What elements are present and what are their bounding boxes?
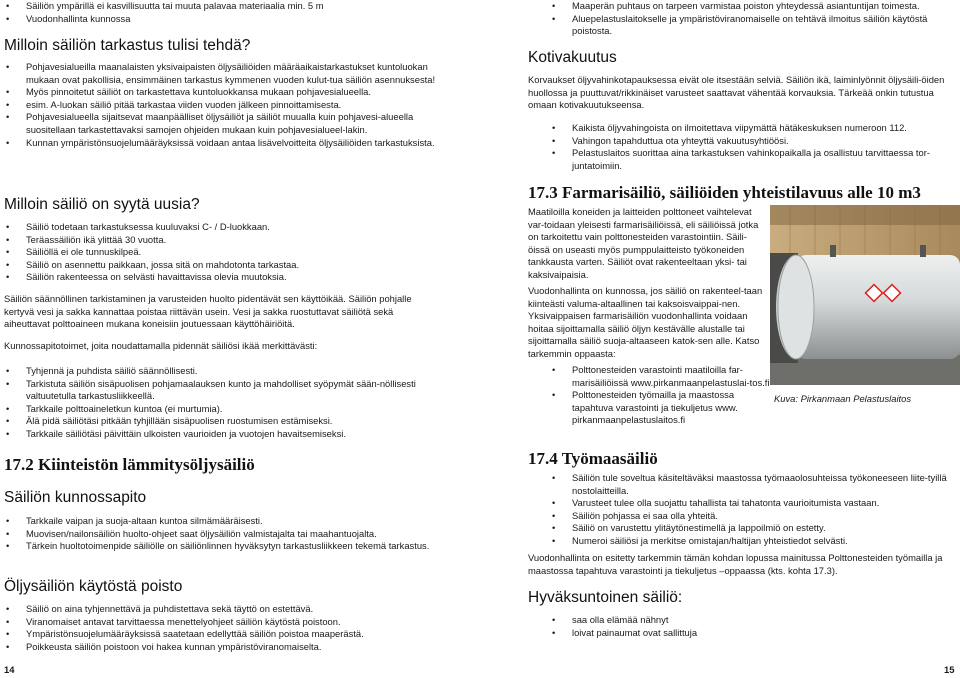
list-item: • Säiliön ympärillä ei kasvillisuutta tai muuta palavaa materiaalia min. 5 m: [4, 0, 444, 13]
list-item: • Pelastuslaitos suorittaa aina tarkastuksen vahinkopaikalla ja osallistuu tarvittaessa tor-juntatoimiin.: [550, 147, 958, 172]
list-item: • Säiliön pohjassa ei saa olla yhteitä.: [550, 510, 958, 523]
tank-photo-illustration: [770, 205, 960, 385]
heading-17-2: 17.2 Kiinteistön lämmitysöljysäiliö: [4, 455, 255, 474]
heading-condition: Säiliön kunnossapito: [4, 489, 147, 506]
heading-inspection: Milloin säiliön tarkastus tulisi tehdä?: [4, 37, 251, 54]
list-item: • Varusteet tulee olla suojattu tahallista tai tahatonta vaurioitumista vastaan.: [550, 497, 958, 510]
heading-accepted: Hyväksuntoinen säiliö:: [528, 589, 683, 606]
list-item: • Pohjavesialueella sijaitsevat maanpäälliset öljysäiliöt ja säiliöt muualla kuin pohjavesi-alueella suositellaan tarkastettavaksi samojen ohjeiden mukaan kuin pohjavesialueel-lakin.: [4, 111, 440, 136]
list-item: • Säiliön tule soveltua käsiteltäväksi maastossa työmaaolosuhteissa työkoneeseen liite-tyillä nostolaitteilla.: [550, 472, 958, 497]
site-paragraph: Vuodonhallinta on esitetty tarkemmin tämän kohdan lopussa mainitussa Polttonesteiden työmailla ja maastossa tapahtuva varastointi ja tiekuljetus –oppaassa (kts. kohta 17.3).: [528, 552, 943, 576]
list-item: • Muovisen/nailonsäiliön huolto-ohjeet saat öljysäiliön valmistajalta tai maahantuojalta.: [4, 528, 440, 541]
list-item: • Poikkeusta säiliön poistoon voi hakea kunnan ympäristöviranomaiselta.: [4, 641, 440, 654]
photo-caption: Kuva: Pirkanmaan Pelastuslaitos: [774, 393, 912, 404]
tank-photo: [770, 205, 960, 385]
list-item: • loivat painaumat ovat sallittuja: [550, 627, 958, 640]
list-item: • Tärkein huoltotoimenpide säiliölle on säiliönlinnen hyväksytyn tarkastusliikkeen tekemä tarkastus.: [4, 540, 440, 553]
list-item: • Tarkkaile polttoaineletkun kuntoa (ei murtumia).: [4, 403, 440, 416]
site-bullets: [550, 472, 958, 548]
list-item: • Kunnan ympäristönsuojelumääräyksissä voidaan antaa lisävelvoitteita öljysäiliöiden tarkastuksista.: [4, 137, 440, 150]
list-item: • Polttonesteiden työmailla ja maastossa tapahtuva varastointi ja tiekuljetus www. pirkanmaanpelastuslaitos.fi: [550, 389, 770, 427]
list-item: • Numeroi säiliösi ja merkitse omistajan/haltijan yhteistiedot selvästi.: [550, 535, 958, 548]
farm-paragraph-2: Vuodonhallinta on kunnossa, jos säiliö on rakenteel-taan kiinteästi valuma-altaallinen tai kaksoisvaippai-nen. Yksivaippaisen farmarisäiliön vuodonhallinta voidaan hoitaa sijoittamalla säiliö öljyn kestävälle alustalle tai sijoittamalla säiliö suoja-altaaseen katok-sen alle. Katso tarkemmin oppaasta:: [528, 285, 763, 359]
list-item: • saa olla elämää nähnyt: [550, 614, 958, 627]
list-item: • Säiliö on varustettu ylitäytönestimellä ja lappoilmiö on estetty.: [550, 522, 958, 535]
list-item: • Säiliöllä ei ole tunnuskilpeä.: [4, 246, 440, 259]
heading-decommission: Öljysäiliön käytöstä poisto: [4, 578, 183, 595]
list-item: • Maaperän puhtaus on tarpeen varmistaa poiston yhteydessä asiantuntijan toimesta.: [550, 0, 958, 13]
inspection-bullets: [4, 61, 440, 149]
condition-bullets: [4, 515, 440, 553]
heading-17-3: 17.3 Farmarisäiliö, säiliöiden yhteistilavuus alle 10 m3: [528, 183, 921, 202]
maintenance-paragraph: Säiliön säännöllinen tarkistaminen ja varusteiden huolto pidentävät sen käyttöikää. Säiliön pohjalle kertyvä vesi ja sakka kannattaa poistaa riittävän usein. Vesi ja sakka ruostuttavat säiliötä sekä aiheuttavat polttoaineen mukana koneisiin joutuessaan käyttöhäiriöitä.: [4, 293, 412, 330]
list-item: • Polttonesteiden varastointi maatiloilla far-marisäiliöissä www.pirkanmaanpelastuslai-tos.fi: [550, 364, 770, 389]
list-item: • Pohjavesialueilla maanalaisten yksivaipaisten öljysäiliöiden määräaikaistarkastukset kuntoluokan mukaan ovat pakollisia, ensimmäinen tarkastus kymmenen vuoden kulut-tua säiliön asennuksesta!: [4, 61, 440, 86]
list-item: • esim. A-luokan säiliö pitää tarkastaa viiden vuoden jälkeen pinnoittamisesta.: [4, 99, 440, 112]
list-item: • Vahingon tapahduttua ota yhteyttä vakuutusyhtiöösi.: [550, 135, 958, 148]
contractor-paragraph: Kunnossapitotoimet, joita noudattamalla pidennät säiliösi ikää merkittävästi:: [4, 340, 318, 351]
list-item: • Säiliö on aina tyhjennettävä ja puhdistettava sekä täyttö on estettävä.: [4, 603, 440, 616]
list-item: • Säiliön rakenteessa on selvästi havaittavissa olevia muutoksia.: [4, 271, 440, 284]
page-number-left: 14: [4, 664, 15, 675]
heading-17-4: 17.4 Työmaasäiliö: [528, 449, 658, 468]
list-item: • Ympäristönsuojelumääräyksissä saatetaan edellyttää säiliön poistoa maaperästä.: [4, 628, 440, 641]
list-item: • Tarkistuta säiliön sisäpuolisen pohjamaalauksen kunto ja mahdolliset syöpymät sään-nöllisesti valtuutetulla tarkastusliikkeellä.: [4, 378, 440, 403]
contractor-bullets: [4, 365, 440, 441]
heading-reasons: Milloin säiliö on syytä uusia?: [4, 196, 200, 213]
farm-paragraph-1: Maatiloilla koneiden ja laitteiden polttoneet vaihtelevat var-toidaan yleisesti farmarisäiliöissä, eli säiliöissä jotka on tarkoitettu vain polttonesteiden varastointiin. Säili-öissä on useasti myös pumppulaitteisto työkoneiden tankkausta varten. Säiliöt ovat rakenteeltaan yksi- tai kaksivaipaisia.: [528, 206, 759, 280]
reason-bullets: [4, 221, 440, 284]
page-number-right: 15: [944, 664, 955, 675]
heading-insurance: Kotivakuutus: [528, 49, 617, 66]
top-bullets-left: [4, 0, 444, 25]
list-item: • Tarkkaile säiliötäsi päivittäin ulkoisten vaurioiden ja vuotojen havaitsemiseksi.: [4, 428, 440, 441]
list-item: • Myös pinnoitetut säiliöt on tarkastettava kuntoluokkansa mukaan pohjavesialueella.: [4, 86, 440, 99]
decommission-bullets: [4, 603, 440, 653]
list-item: • Kaikista öljyvahingoista on ilmoitettava viipymättä hätäkeskuksen numeroon 112.: [550, 122, 958, 135]
farm-bullets: [550, 364, 770, 427]
list-item: • Viranomaiset antavat tarvittaessa menettelyohjeet säiliön käytöstä poistoon.: [4, 616, 440, 629]
list-item: • Vuodonhallinta kunnossa: [4, 13, 444, 26]
list-item: • Älä pidä säiliötäsi pitkään tyhjillään sisäpuolisen ruostumisen estämiseksi.: [4, 415, 440, 428]
insurance-paragraph: Korvaukset öljyvahinkotapauksessa eivät ole itsestään selviä. Säiliön ikä, laiminlyönnit öljysäili-öiden huollossa ja puuttuvat/rikkinäiset varusteet saattavat vähentää korvauksia. Tärkeää onkin tutustua omaan kotivakuutukseensa.: [528, 74, 945, 111]
top-bullets-right: [550, 0, 958, 38]
accepted-bullets: [550, 614, 958, 639]
list-item: • Aluepelastuslaitokselle ja ympäristöviranomaiselle on tehtävä ilmoitus säiliön käytöstä poistosta.: [550, 13, 958, 38]
list-item: • Tyhjennä ja puhdista säiliö säännöllisesti.: [4, 365, 440, 378]
insurance-bullets: [550, 122, 958, 172]
list-item: • Teräassäiliön ikä ylittää 30 vuotta.: [4, 234, 440, 247]
list-item: • Säiliö on asennettu paikkaan, jossa sitä on mahdotonta tarkastaa.: [4, 259, 440, 272]
list-item: • Tarkkaile vaipan ja suoja-altaan kuntoa silmämääräisesti.: [4, 515, 440, 528]
list-item: • Säiliö todetaan tarkastuksessa kuuluvaksi C- / D-luokkaan.: [4, 221, 440, 234]
